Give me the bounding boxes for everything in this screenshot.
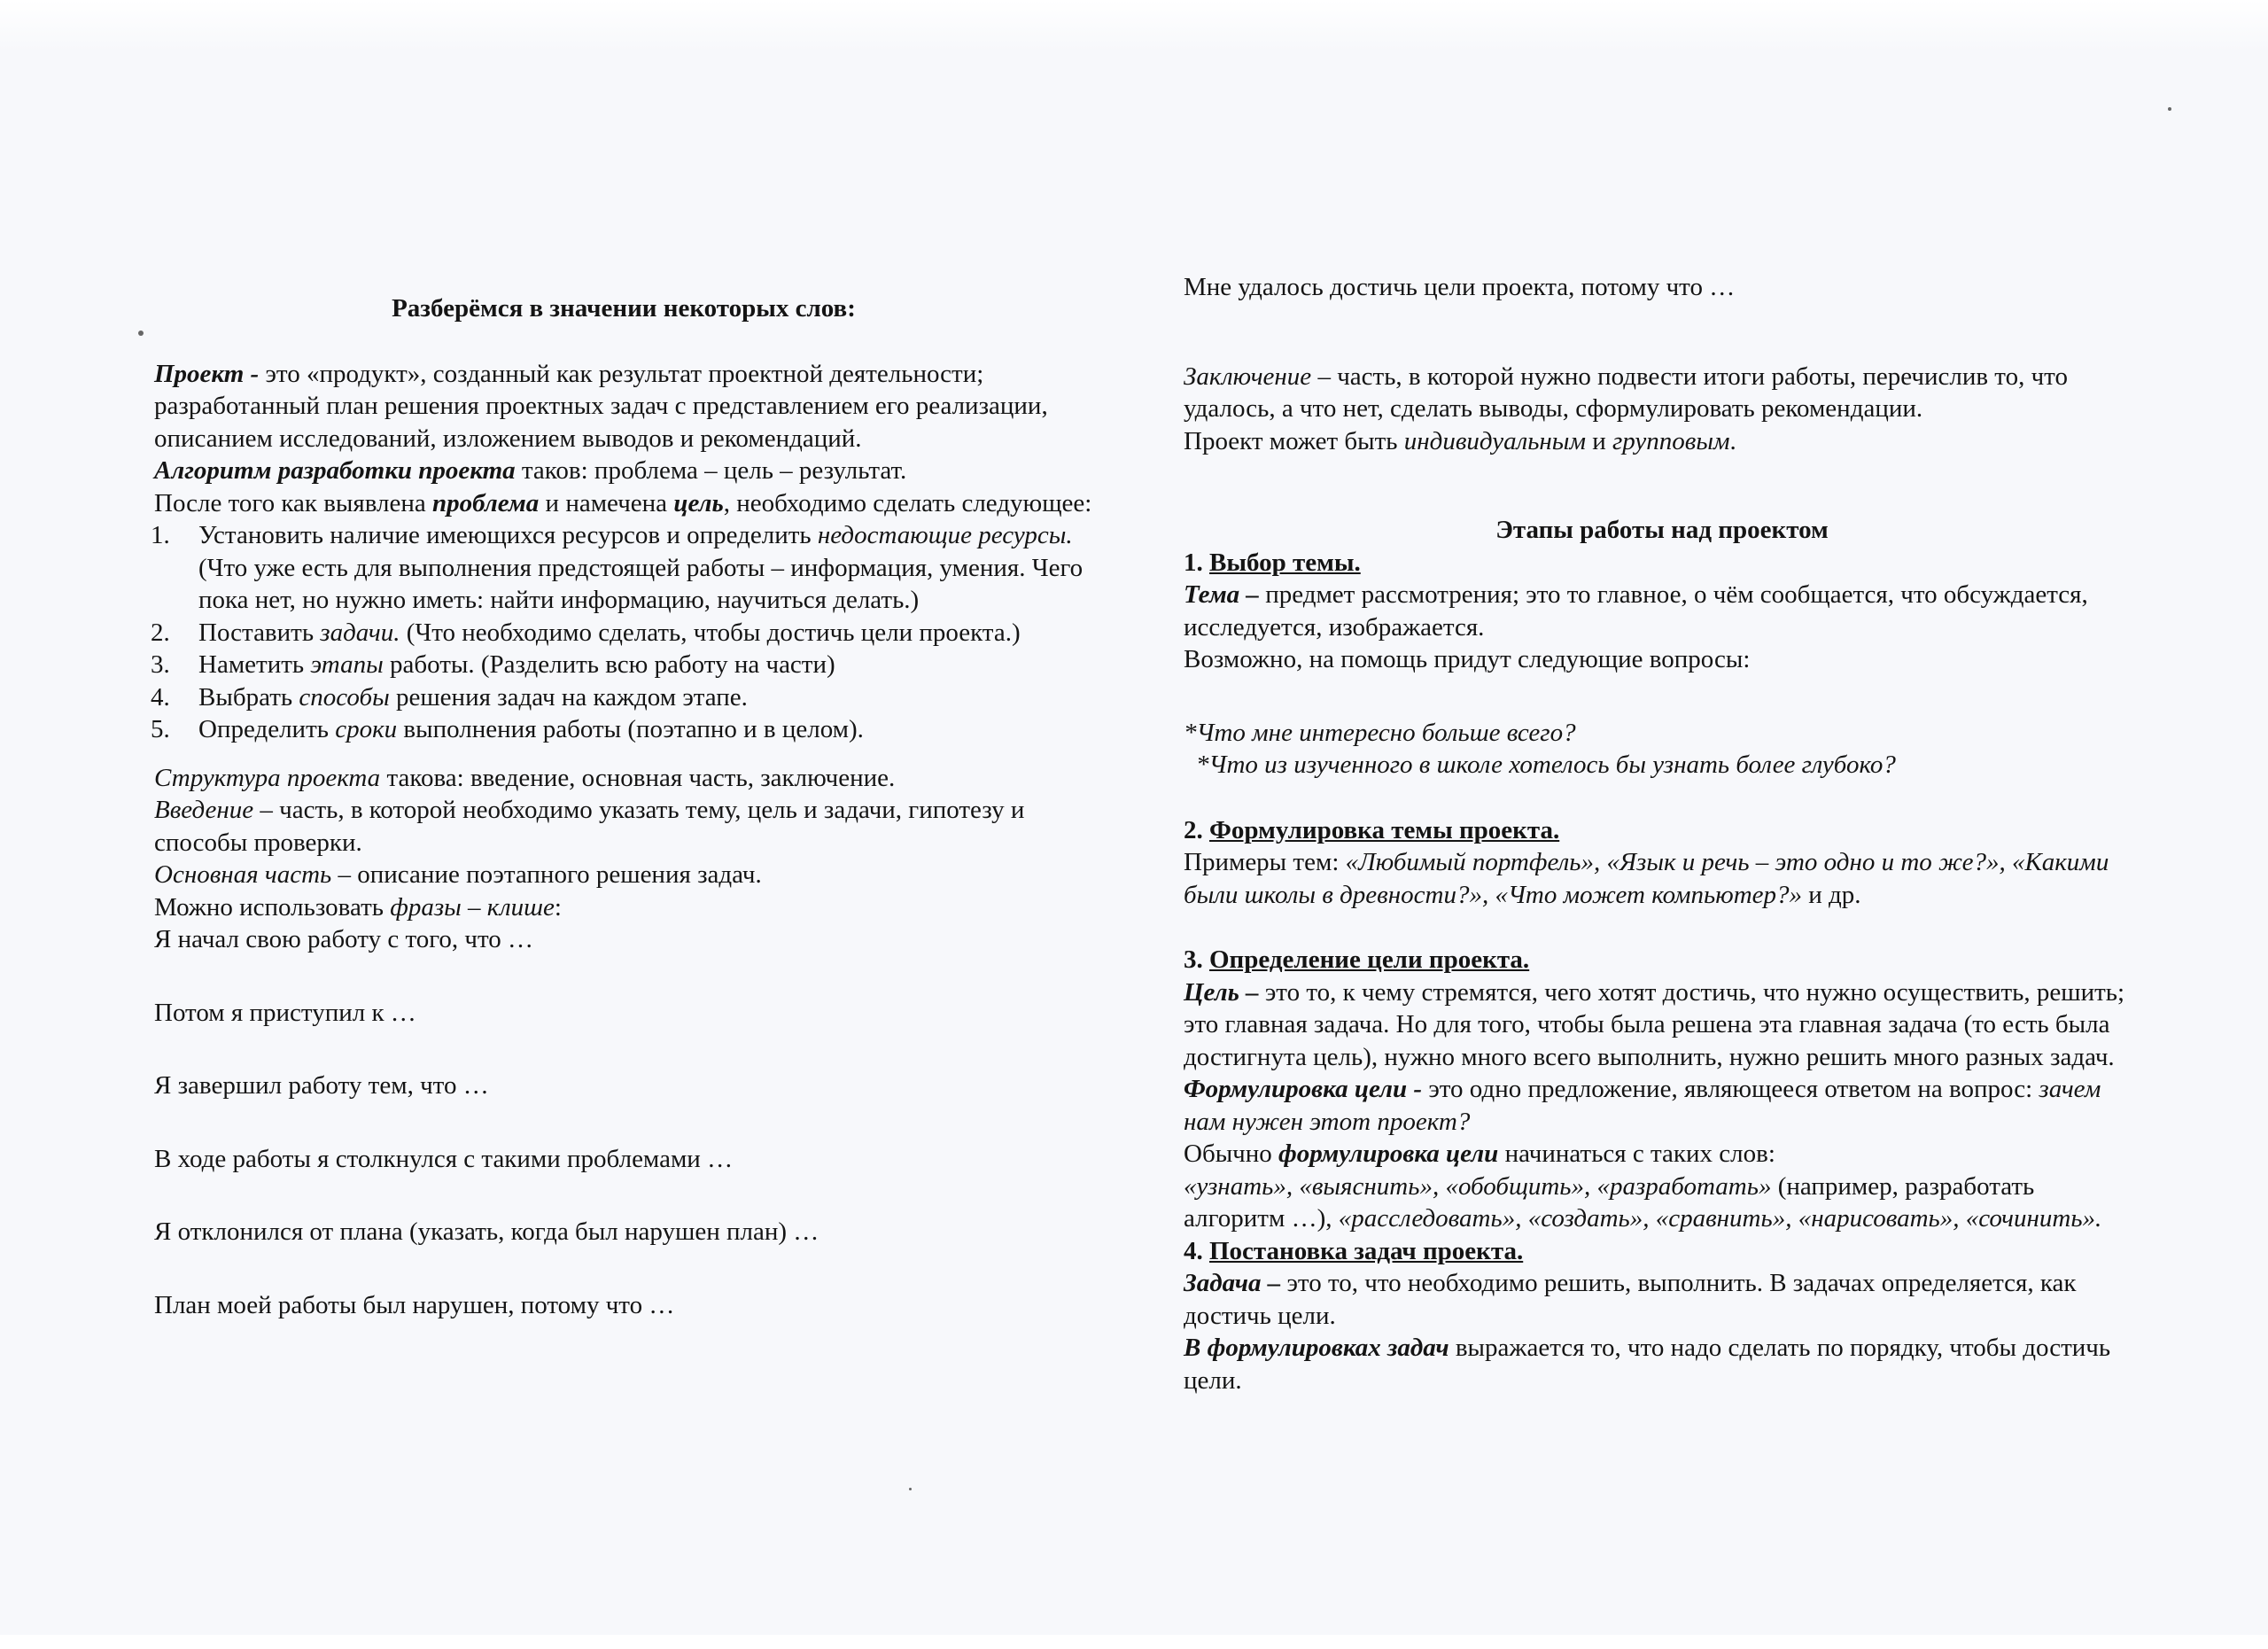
left-column bbox=[151, 292, 1093, 1321]
algo-term: Алгоритм разработки проекта bbox=[154, 456, 516, 485]
stage-title: Выбор темы. bbox=[1209, 548, 1361, 577]
list-number: 1. bbox=[151, 521, 170, 549]
goal-term: Цель – bbox=[1184, 977, 1259, 1007]
task-def: это то, что необходимо решить, выполнить. В задачах определяется, как достичь цели. bbox=[1184, 1269, 2077, 1330]
stage-number: 1. bbox=[1184, 548, 1209, 577]
steps-list bbox=[151, 519, 1093, 746]
list-item bbox=[151, 617, 1093, 649]
phrases-text bbox=[154, 891, 1093, 924]
text-part: и намечена bbox=[539, 488, 674, 517]
spacer bbox=[154, 1102, 1093, 1143]
spacer bbox=[154, 1248, 1093, 1289]
list-number: 3. bbox=[151, 650, 170, 679]
cliche-line: Я отклонился от плана (указать, когда был нарушен план) … bbox=[154, 1217, 819, 1246]
stage-number: 3. bbox=[1184, 945, 1209, 974]
emphasis: этапы bbox=[310, 650, 384, 679]
text-part: работы. (Разделить всю работу на части) bbox=[383, 650, 835, 679]
project-term: Проект - bbox=[154, 359, 260, 388]
algo-def: таков: проблема – цель – результат. bbox=[515, 456, 907, 485]
examples-text bbox=[1184, 846, 2140, 911]
stage-title: Определение цели проекта. bbox=[1209, 945, 1530, 974]
list-number: 2. bbox=[151, 618, 170, 647]
text-part: начинаться с таких слов: bbox=[1498, 1140, 1775, 1168]
text-part: решения задач на каждом этапе. bbox=[389, 682, 748, 712]
emphasis: недостающие ресурсы. bbox=[817, 521, 1073, 549]
stage-2-title bbox=[1184, 814, 2140, 847]
emphasis: фразы – клише bbox=[390, 892, 555, 922]
stage-number: 4. bbox=[1184, 1236, 1209, 1265]
emphasis: способы bbox=[299, 682, 390, 712]
list-number: 4. bbox=[151, 682, 170, 712]
after-problem-text bbox=[154, 487, 1093, 520]
spacer bbox=[1184, 345, 2140, 361]
emphasis: сроки bbox=[335, 715, 398, 743]
text-part: (Что уже есть для выполнения предстоящей работы – информация, умения. Чего пока нет, но нужно иметь: найти информацию, научиться делать.) bbox=[198, 553, 1084, 614]
project-types-text bbox=[1184, 425, 2140, 458]
structure-term: Структура проекта bbox=[154, 763, 381, 792]
list-item bbox=[151, 519, 1093, 617]
emphasis: индивидуальным bbox=[1403, 426, 1586, 455]
list-item bbox=[151, 713, 1093, 746]
stage-3-title bbox=[1184, 944, 2140, 976]
text-part: Наметить bbox=[198, 650, 311, 679]
text-part: Обычно bbox=[1184, 1140, 1279, 1168]
list-item bbox=[151, 681, 1093, 714]
goal-def: это то, к чему стремятся, чего хотят достичь, что нужно осуществить, решить; это главная задача. Но для того, чтобы была решена эта главная задача (то есть была достигнута цель), нужно много всего выполнить, нужно решить много разных задач. bbox=[1184, 977, 2125, 1071]
text-part: (например, разработать алгоритм …), bbox=[1184, 1171, 2035, 1233]
question-2 bbox=[1184, 749, 2140, 782]
conclusion-def: – часть, в которой нужно подвести итоги работы, перечислив то, что удалось, а что нет, сделать выводы, сформулировать рекомендации. bbox=[1184, 362, 2068, 423]
emphasis: задачи. bbox=[320, 618, 400, 647]
text-part: Установить наличие имеющихся ресурсов и определить bbox=[198, 521, 818, 549]
scan-speck bbox=[909, 1488, 912, 1490]
text-part: выражается то, что надо сделать по порядку, чтобы достичь цели. bbox=[1184, 1334, 2111, 1395]
spacer bbox=[1184, 498, 2140, 514]
conclusion-text bbox=[1184, 361, 2140, 425]
task-term: Задача – bbox=[1184, 1269, 1281, 1297]
text-part: Определить bbox=[198, 715, 336, 743]
cliche-line: Я начал свою работу с того, что … bbox=[154, 925, 534, 953]
left-heading: Разберёмся в значении некоторых слов: bbox=[392, 294, 856, 323]
spacer bbox=[154, 1029, 1093, 1070]
text-part: Выбрать bbox=[198, 682, 299, 712]
text-part: После того как выявлена bbox=[154, 488, 433, 517]
emphasis: зачем нам нужен этот проект? bbox=[1184, 1075, 2101, 1136]
goal-reached-line: Мне удалось достичь цели проекта, потому что … bbox=[1184, 273, 1736, 301]
goal-form-term: Формулировка цели - bbox=[1184, 1075, 1423, 1103]
emphasis: «расследовать», «создать», «сравнить», «нарисовать», «сочинить». bbox=[1338, 1204, 2102, 1233]
intro-text bbox=[154, 794, 1093, 859]
goal-text bbox=[1184, 976, 2140, 1074]
stage-4-title bbox=[1184, 1235, 2140, 1268]
spacer bbox=[1184, 304, 2140, 345]
main-def: – описание поэтапного решения задач. bbox=[331, 860, 762, 889]
spacer bbox=[1184, 457, 2140, 498]
list-item bbox=[151, 649, 1093, 681]
structure-def: такова: введение, основная часть, заключение. bbox=[380, 763, 896, 792]
text-part: Поставить bbox=[198, 618, 321, 647]
intro-term: Введение bbox=[154, 796, 254, 824]
emphasis: «узнать», «выяснить», «обобщить», «разработать» bbox=[1184, 1171, 1772, 1201]
algorithm-definition bbox=[154, 455, 1093, 487]
spacer bbox=[1184, 676, 2140, 717]
stage-title: Постановка задач проекта. bbox=[1209, 1236, 1524, 1265]
task-text bbox=[1184, 1267, 2140, 1332]
task-formulation-text bbox=[1184, 1332, 2140, 1396]
goal-words-text bbox=[1184, 1171, 2140, 1235]
goal-formulation-text bbox=[1184, 1073, 2140, 1138]
spacer bbox=[1184, 782, 2140, 814]
task-form-term: В формулировках задач bbox=[1184, 1334, 1449, 1362]
main-part-text bbox=[154, 859, 1093, 891]
conclusion-term: Заключение bbox=[1184, 362, 1312, 391]
scan-speck bbox=[2168, 107, 2171, 111]
main-term: Основная часть bbox=[154, 860, 332, 889]
stage-number: 2. bbox=[1184, 815, 1209, 844]
spacer bbox=[154, 325, 1093, 358]
text-part: и др. bbox=[1802, 880, 1861, 909]
spacer bbox=[154, 746, 1093, 762]
cliche-line: Я завершил работу тем, что … bbox=[154, 1071, 489, 1100]
right-column bbox=[1184, 271, 2140, 1396]
help-questions-text: Возможно, на помощь придут следующие вопросы: bbox=[1184, 645, 1751, 673]
theme-def: предмет рассмотрения; это то главное, о чём сообщается, что обсуждается, исследуется, изображается. bbox=[1184, 580, 2088, 642]
text-part: Проект может быть bbox=[1184, 426, 1404, 455]
project-def: это «продукт», созданный как результат проектной деятельности; разработанный план решения проектных задач с представлением его реализации, описанием исследований, изложением выводов и рекомендаций. bbox=[154, 359, 1048, 453]
problem-term: проблема bbox=[432, 488, 540, 517]
cliche-line: План моей работы был нарушен, потому что … bbox=[154, 1290, 675, 1319]
text-part: (Что необходимо сделать, чтобы достичь цели проекта.) bbox=[400, 618, 1021, 647]
spacer bbox=[154, 1175, 1093, 1216]
question-text: *Что мне интересно больше всего? bbox=[1184, 718, 1576, 747]
text-part: и bbox=[1585, 426, 1612, 455]
cliche-line: В ходе работы я столкнулся с такими проблемами … bbox=[154, 1144, 734, 1173]
emphasis: формулировка цели bbox=[1278, 1140, 1499, 1168]
text-part: : bbox=[554, 892, 562, 922]
text-part: . bbox=[1729, 426, 1736, 455]
stages-heading: Этапы работы над проектом bbox=[1495, 516, 1829, 544]
text-part: Примеры тем: bbox=[1184, 848, 1346, 876]
intro-def: – часть, в которой необходимо указать тему, цель и задачи, гипотезу и способы проверки. bbox=[154, 796, 1025, 857]
question-text: *Что из изученного в школе хотелось бы узнать более глубоко? bbox=[1196, 751, 1896, 779]
emphasis: групповым bbox=[1612, 426, 1730, 455]
scan-speck bbox=[138, 331, 144, 336]
list-number: 5. bbox=[151, 715, 170, 743]
text-part: , необходимо сделать следующее: bbox=[723, 488, 1092, 517]
spacer bbox=[154, 956, 1093, 997]
stage-title: Формулировка темы проекта. bbox=[1209, 815, 1560, 844]
text-part: это одно предложение, являющееся ответом на вопрос: bbox=[1422, 1075, 2039, 1103]
theme-term: Тема – bbox=[1184, 580, 1259, 609]
goal-term: цель bbox=[673, 488, 724, 517]
cliche-line: Потом я приступил к … bbox=[154, 998, 416, 1027]
theme-text bbox=[1184, 579, 2140, 643]
usually-text bbox=[1184, 1138, 2140, 1171]
stage-1-title bbox=[1184, 547, 2140, 579]
text-part: Можно использовать bbox=[154, 892, 391, 922]
structure-text bbox=[154, 762, 1093, 795]
spacer bbox=[1184, 911, 2140, 944]
scan-bottom-edge bbox=[0, 1635, 2268, 1649]
emphasis: «Любимый портфель», «Язык и речь – это одно и то же?», «Какими были школы в древности?», «Что может компьютер?» bbox=[1184, 848, 2109, 909]
scan-top-edge bbox=[0, 0, 2268, 51]
text-part: выполнения работы (поэтапно и в целом). bbox=[397, 715, 864, 743]
question-1 bbox=[1184, 717, 2140, 750]
project-definition bbox=[154, 358, 1093, 455]
